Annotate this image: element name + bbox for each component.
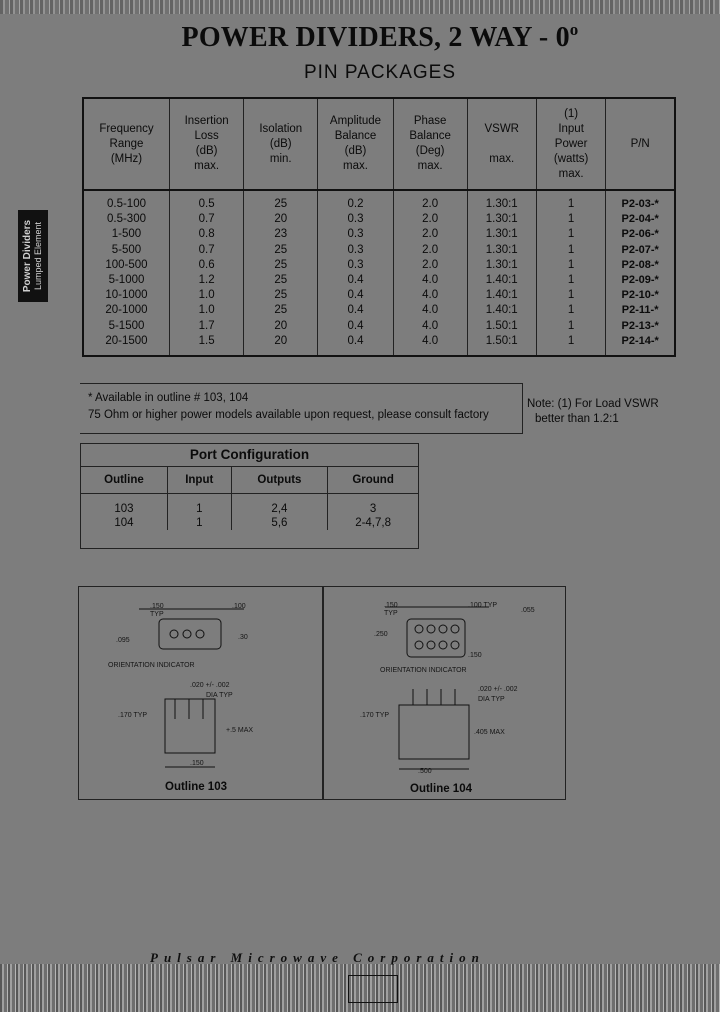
spec-cell: 0.2 <box>318 190 393 212</box>
spec-cell: 25 <box>244 243 318 258</box>
spec-cell: 4.0 <box>393 303 467 318</box>
spec-row <box>83 258 675 273</box>
page-title: POWER DIVIDERS, 2 WAY - 0$^o$ <box>181 20 579 53</box>
spec-col-header-line: Amplitude <box>329 115 382 127</box>
spec-col-header-line: P/N <box>630 137 650 150</box>
dimension-label: .055 <box>521 607 535 614</box>
spec-cell: 1.0 <box>169 303 243 318</box>
spec-cell: 1 <box>536 212 605 227</box>
spec-col-header <box>244 98 318 190</box>
spec-cell: 100-500 <box>105 258 148 271</box>
spec-cell: 1.50:1 <box>467 319 536 334</box>
spec-col-header-line: Range <box>109 137 144 150</box>
port-cell: 1 <box>167 494 231 517</box>
spec-cell: 1 <box>536 334 605 356</box>
note-line-1: * Available in outline # 103, 104 <box>88 392 249 404</box>
port-cell: 103 <box>114 503 134 515</box>
spec-col-header <box>536 98 605 190</box>
spec-col-header-line: max. <box>558 167 584 180</box>
spec-cell: 0.6 <box>169 258 243 273</box>
outline-103-pin <box>196 630 204 638</box>
spec-cell: 1.40:1 <box>467 273 536 288</box>
spec-cell: 4.0 <box>393 288 467 303</box>
port-cell: 2,4 <box>231 494 328 517</box>
port-config-title: Port Configuration <box>81 444 418 467</box>
outline-drawings <box>78 586 566 800</box>
spec-col-header-line: max. <box>417 160 443 172</box>
spec-col-header-line: max. <box>194 160 220 172</box>
outline-103-pin <box>183 630 191 638</box>
spec-col-header-line: Insertion <box>184 115 229 127</box>
spec-col-header <box>318 98 393 190</box>
spec-cell: 1 <box>536 303 605 318</box>
outline-104-pin <box>427 625 435 633</box>
section-side-tab: Power Dividers Lumped Element <box>18 210 48 302</box>
spec-cell: 1.30:1 <box>467 212 536 227</box>
spec-cell: 1 <box>536 319 605 334</box>
spec-col-header-line: Frequency <box>99 122 154 135</box>
spec-col-header-line: (dB) <box>269 137 292 150</box>
outline-104-pin <box>439 625 447 633</box>
spec-cell: 25 <box>244 258 318 273</box>
spec-cell: 20 <box>244 319 318 334</box>
outline-104-body-side <box>399 705 469 759</box>
outline-103-body-top <box>159 619 221 649</box>
spec-cell: 1.0 <box>169 288 243 303</box>
spec-cell: 0.5 <box>169 190 243 212</box>
spec-cell: 0.7 <box>169 212 243 227</box>
spec-col-header-line: Isolation <box>259 122 303 135</box>
spec-cell: 1 <box>536 258 605 273</box>
spec-row <box>83 334 675 356</box>
port-cell: 104 <box>114 517 134 529</box>
part-number-cell: P2-07-* <box>606 243 675 258</box>
dimension-label: .150 <box>150 603 164 610</box>
spec-cell: 25 <box>244 288 318 303</box>
part-number-cell: P2-11-* <box>606 303 675 318</box>
outline-drawing-svg <box>79 587 565 799</box>
spec-row <box>83 227 675 242</box>
dimension-label: ORIENTATION INDICATOR <box>108 662 195 669</box>
spec-col-header <box>393 98 467 190</box>
spec-cell: 20-1000 <box>105 304 148 317</box>
dimension-label: DIA TYP <box>206 692 233 699</box>
port-col-header: Outline <box>81 467 167 494</box>
port-cell: 1 <box>167 516 231 530</box>
spec-col-header-line: Input <box>558 122 584 135</box>
outline-104-pin <box>415 641 423 649</box>
spec-row <box>83 212 675 227</box>
part-number-cell: P2-03-* <box>606 190 675 212</box>
port-col-header: Input <box>167 467 231 494</box>
outline-103-caption: Outline 103 <box>165 781 227 793</box>
dimension-label: .30 <box>238 634 248 641</box>
spec-cell: 25 <box>244 303 318 318</box>
part-number-cell: P2-06-* <box>606 227 675 242</box>
vswr-note <box>527 397 659 427</box>
spec-col-header-line <box>470 137 534 152</box>
spec-cell: 4.0 <box>393 319 467 334</box>
spec-cell: 25 <box>244 190 318 212</box>
spec-cell: 0.3 <box>318 212 393 227</box>
scan-noise-top <box>0 0 720 14</box>
spec-cell: 20-1500 <box>105 334 148 347</box>
spec-cell: 2.0 <box>393 190 467 212</box>
spec-row <box>83 190 675 212</box>
spec-cell: 0.4 <box>318 334 393 356</box>
spec-cell: 2.0 <box>393 243 467 258</box>
dimension-label: +.5 MAX <box>226 727 254 734</box>
spec-col-header-line: (dB) <box>344 145 367 157</box>
port-row <box>81 516 418 530</box>
spec-cell: 1 <box>536 243 605 258</box>
spec-cell: 1.30:1 <box>467 243 536 258</box>
spec-cell: 5-1500 <box>108 319 145 332</box>
degree-mark: o <box>569 20 579 39</box>
spec-cell: 2.0 <box>393 258 467 273</box>
spec-cell: 0.3 <box>318 243 393 258</box>
dimension-label: .095 <box>116 637 130 644</box>
spec-cell: 20 <box>244 334 318 356</box>
spec-cell: 0.7 <box>169 243 243 258</box>
dimension-label: .100 <box>232 603 246 610</box>
port-cell: 3 <box>328 494 418 517</box>
spec-col-header <box>83 98 169 190</box>
spec-cell: 2.0 <box>393 227 467 242</box>
dimension-label: .020 +/- .002 <box>478 686 518 693</box>
spec-cell: 0.4 <box>318 288 393 303</box>
spec-cell: 5-500 <box>111 243 142 256</box>
spec-cell: 0.5-300 <box>106 213 146 226</box>
spec-cell: 1.7 <box>169 319 243 334</box>
dimension-label: TYP <box>150 611 164 618</box>
spec-cell: 1.30:1 <box>467 258 536 273</box>
page-subtitle: PIN PACKAGES <box>303 62 457 83</box>
port-row <box>81 494 418 517</box>
spec-col-header-line: max. <box>489 152 515 165</box>
spec-cell: 1 <box>536 227 605 242</box>
spec-col-header-line: max. <box>343 160 368 172</box>
spec-row <box>83 273 675 288</box>
part-number-cell: P2-13-* <box>606 319 675 334</box>
spec-col-header-line: min. <box>269 152 292 165</box>
spec-col-header-line: Balance <box>334 130 377 142</box>
spec-cell: 1.2 <box>169 273 243 288</box>
spec-col-header-line: Phase <box>413 115 447 127</box>
outline-103-pin <box>170 630 178 638</box>
spec-col-header-line: Loss <box>194 130 219 142</box>
dimension-label: ORIENTATION INDICATOR <box>380 667 467 674</box>
spec-cell: 25 <box>244 273 318 288</box>
note-line-2: 75 Ohm or higher power models available upon request, please consult factory <box>88 409 489 421</box>
outline-104-pin <box>415 625 423 633</box>
outline-104-pin <box>451 641 459 649</box>
port-col-header: Ground <box>328 467 418 494</box>
vswr-note-line-1: Note: (1) For Load VSWR <box>527 398 659 410</box>
part-number-cell: P2-09-* <box>606 273 675 288</box>
dimension-label: .170 TYP <box>118 712 148 719</box>
dimension-label: TYP <box>384 610 398 617</box>
port-cell: 2-4,7,8 <box>328 516 418 530</box>
spec-col-header <box>606 98 675 190</box>
spec-col-header-line: VSWR <box>484 122 519 135</box>
spec-table <box>82 97 676 357</box>
dimension-label: .150 <box>468 652 482 659</box>
part-number-cell: P2-08-* <box>606 258 675 273</box>
spec-cell: 4.0 <box>393 334 467 356</box>
spec-cell: 1.40:1 <box>467 288 536 303</box>
spec-col-header-line: Balance <box>409 130 451 142</box>
company-footer: Pulsar Microwave Corporation <box>150 950 485 965</box>
dimension-label: .250 <box>374 631 388 638</box>
spec-cell: 1.50:1 <box>467 334 536 356</box>
spec-cell: 0.4 <box>318 303 393 318</box>
spec-cell: 0.3 <box>318 227 393 242</box>
spec-col-header-line: Power <box>554 137 588 150</box>
spec-cell: 1 <box>536 273 605 288</box>
spec-col-header <box>467 98 536 190</box>
spec-cell: 0.4 <box>318 319 393 334</box>
outline-104-pin <box>439 641 447 649</box>
port-col-header: Outputs <box>231 467 328 494</box>
dimension-label: .150 <box>384 602 398 609</box>
spec-row <box>83 288 675 303</box>
spec-cell: 0.8 <box>169 227 243 242</box>
spec-col-header <box>169 98 243 190</box>
spec-row <box>83 243 675 258</box>
spec-row <box>83 319 675 334</box>
spec-cell: 0.5-100 <box>106 198 146 211</box>
spec-cell: 0.4 <box>318 273 393 288</box>
part-number-cell: P2-14-* <box>606 334 675 356</box>
outline-103-body-side <box>165 699 215 753</box>
outline-104-pin <box>427 641 435 649</box>
spec-cell: 1.30:1 <box>467 190 536 212</box>
spec-cell: 1 <box>536 190 605 212</box>
spec-cell: 10-1000 <box>105 289 148 302</box>
spec-cell: 1-500 <box>111 228 142 241</box>
availability-note <box>80 383 523 434</box>
port-config-table <box>80 443 419 549</box>
spec-cell: 1 <box>536 288 605 303</box>
dimension-label: .150 <box>190 760 204 767</box>
spec-col-header-line: (Deg) <box>415 145 445 157</box>
dimension-label: .405 MAX <box>474 729 505 736</box>
dimension-label: .100 TYP <box>468 602 498 609</box>
dimension-label: .500 <box>418 768 432 775</box>
spec-cell: 5-1000 <box>108 274 145 287</box>
spec-cell: 1.40:1 <box>467 303 536 318</box>
spec-col-header-line: (dB) <box>195 145 218 157</box>
spec-cell: 4.0 <box>393 273 467 288</box>
outline-104-pin <box>451 625 459 633</box>
spec-col-header-line: (MHz) <box>110 152 143 165</box>
outline-104-caption: Outline 104 <box>410 783 472 795</box>
spec-cell: 23 <box>244 227 318 242</box>
page-stamp-box <box>348 975 398 1003</box>
vswr-note-line-2: better than 1.2:1 <box>535 413 619 425</box>
spec-cell: 1.30:1 <box>467 227 536 242</box>
spec-cell: 1.5 <box>169 334 243 356</box>
dimension-label: .170 TYP <box>360 712 390 719</box>
part-number-cell: P2-10-* <box>606 288 675 303</box>
spec-row <box>83 303 675 318</box>
spec-cell: 2.0 <box>393 212 467 227</box>
spec-col-header-line: (1) <box>564 107 579 120</box>
dimension-label: .020 +/- .002 <box>190 682 230 689</box>
spec-col-header-line: (watts) <box>553 152 589 165</box>
dimension-label: DIA TYP <box>478 696 505 703</box>
port-cell: 5,6 <box>231 516 328 530</box>
part-number-cell: P2-04-* <box>606 212 675 227</box>
spec-cell: 20 <box>244 212 318 227</box>
spec-cell: 0.3 <box>318 258 393 273</box>
